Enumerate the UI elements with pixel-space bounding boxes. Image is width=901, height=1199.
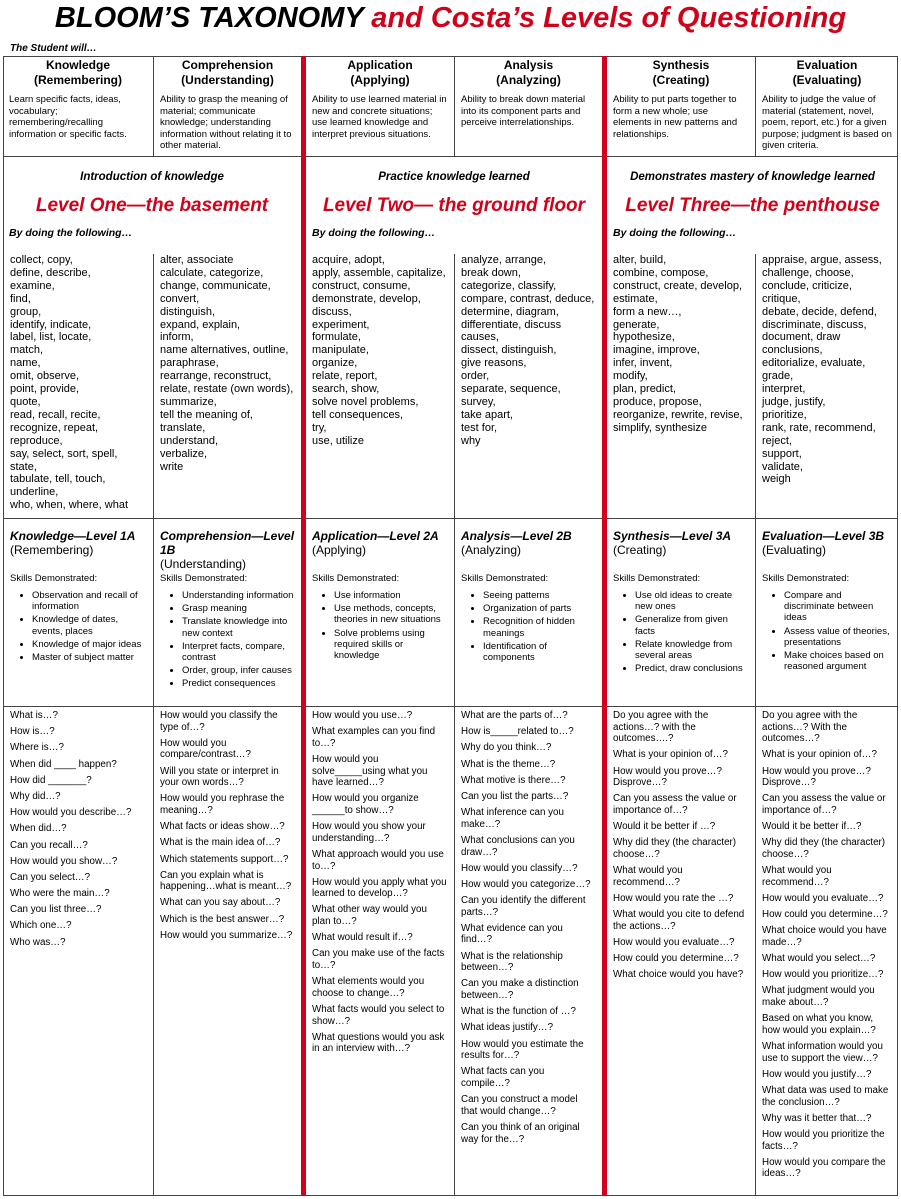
question-item: How would you prove…? Disprove…? [762,765,871,789]
skill-item: • Grasp meaning [182,603,295,614]
skill-item: • Master of subject matter [32,652,147,663]
question-item: What would you cite to defend the actions…? [613,909,745,932]
question-item: How would you classify the type of…? [160,710,278,733]
level-one-block [3,157,301,254]
question-item: What choice would you have? [613,969,744,981]
skill-item: • Organization of parts [483,603,596,614]
level-title: Level Three—the penthouse [625,195,880,216]
skill-item: • Predict, draw conclusions [635,663,749,674]
column-name: Evaluation [796,58,858,72]
skills-evaluation [756,529,898,705]
question-item: How would you categorize…? [461,878,591,890]
level-cell-subtitle: (Creating) [613,543,667,557]
question-item: Can you list the parts…? [461,790,569,802]
level-cell-subtitle: (Analyzing) [461,543,522,557]
column-name: Analysis [503,58,554,72]
skill-item: • Translate knowledge into new context [182,616,295,638]
question-item: How could you determine…? [613,953,739,965]
question-item: Can you think of an original way for the…? [461,1121,580,1145]
column-application [306,58,454,155]
skill-item: • Use information [334,590,448,601]
question-item: What can you say about…? [160,897,281,909]
question-item: Can you make use of the facts to…? [312,948,445,972]
row-divider [3,706,898,707]
questions-comprehension [154,710,301,1194]
question-item: Will you state or interpret in your own words…? [160,765,279,789]
question-item: What would you recommend…? [613,865,683,888]
level-title: Level One—the basement [35,195,269,216]
column-description: Ability to put parts together to form a new whole; use elements in new patterns and relationships. [613,94,738,140]
skills-analysis [455,529,602,705]
column-subtitle: (Understanding) [181,73,274,87]
question-item: When did ____ happen? [10,758,117,770]
question-item: Can you recall…? [10,839,88,851]
verbs-analysis: analyze, arrange, break down, categorize, classify, compare, contrast, deduce, determine, diagram, differentiate, discuss causes, dissect, distinguish, give reasons, order, separate, sequence, survey, take apart, test for, why [461,254,595,447]
skill-item: • Assess value of theories, presentations [784,626,892,648]
by-doing-label: By doing the following… [312,227,436,239]
question-item: Do you agree with the actions…? with the outcomes….? [613,710,709,745]
question-item: What facts would you select to show…? [312,1004,445,1027]
row-divider [3,518,898,519]
question-item: Can you select…? [10,871,91,883]
skills-comprehension [154,529,301,705]
question-item: What facts or ideas show…? [160,821,285,833]
level-cell-title: Comprehension—Level 1B [160,529,295,557]
by-doing-label: By doing the following… [613,227,737,239]
skill-item: • Solve problems using required skills or knowledge [334,628,448,662]
question-item: What questions would you ask in an interview with…? [312,1031,445,1055]
skills-label: Skills Demonstrated: [160,573,248,584]
skills-label: Skills Demonstrated: [312,573,400,584]
question-item: What motive is there…? [461,774,566,786]
questions-application [306,710,454,1194]
question-item: How would you rephrase the meaning…? [160,793,285,816]
question-item: What are the parts of…? [461,710,568,721]
skills-label: Skills Demonstrated: [461,573,549,584]
question-item: How would you use…? [312,710,413,721]
question-item: What information would you use to support the view…? [762,1040,883,1064]
question-item: Which statements support…? [160,853,289,865]
question-item: What other way would you plan to…? [312,904,427,928]
skill-item: • Identification of components [483,641,596,663]
question-item: What is the relationship between…? [461,950,563,974]
question-item: What approach would you use to…? [312,848,444,872]
skills-label: Skills Demonstrated: [762,573,850,584]
question-item: Can you construct a model that would change…? [461,1094,578,1117]
verbs-evaluation: appraise, argue, assess, challenge, choose, conclude, criticize, critique, debate, decide, defend, discriminate, discuss, document, draw conclusions, editorialize, evaluate, grade, interpret, judge, justify, prioritize, rank, rate, recommend, reject, support, validate, weigh [762,254,882,486]
question-item: Can you explain what is happening…what is meant…? [160,869,292,893]
skill-item: • Order, group, infer causes [182,665,295,676]
skill-item: • Compare and discriminate between ideas [784,590,892,624]
question-item: What elements would you choose to change…? [312,976,425,999]
level-title: Level Two— the ground floor [322,195,586,216]
level-cell-title: Analysis—Level 2B [461,529,572,543]
level-two-block [306,157,602,254]
column-comprehension [154,58,301,155]
question-item: How would you apply what you learned to develop…? [312,876,447,900]
skill-item: • Interpret facts, compare, contrast [182,641,295,663]
skill-item: • Knowledge of major ideas [32,639,147,650]
question-item: How would you justify…? [762,1068,872,1080]
question-item: What is your opinion of…? [762,749,877,761]
column-evaluation [756,58,898,155]
question-item: What examples can you find to…? [312,726,436,749]
skills-application [306,529,454,705]
column-name: Synthesis [652,58,710,72]
level-three-block [607,157,898,254]
skill-item: • Seeing patterns [483,590,596,601]
column-name: Comprehension [181,58,274,72]
questions-knowledge [3,710,153,1194]
level-cell-title: Knowledge—Level 1A [10,529,136,543]
column-knowledge [3,58,153,155]
page-title [0,0,901,42]
question-item: How would you compare/contrast…? [160,737,251,761]
question-item: How would you evaluate…? [613,936,735,948]
question-item: How would you solve_____using what you have learned…? [312,753,428,789]
level-cell-title: Synthesis—Level 3A [613,529,732,543]
question-item: Where is…? [10,742,64,754]
column-description: Ability to break down material into its component parts and perceive interrelationships. [461,94,586,129]
skill-item: • Knowledge of dates, events, places [32,614,147,636]
skills-list [160,590,295,690]
question-item: Based on what you know, how would you explain…? [762,1013,876,1036]
skills-list [461,590,596,663]
level-intro: Introduction of knowledge [80,171,224,183]
question-item: What is your opinion of…? [613,749,728,761]
level-cell-title: Application—Level 2A [312,529,439,543]
question-item: Do you agree with the actions…? With the outcomes…? [762,710,858,745]
skills-synthesis [607,529,755,705]
level-intro: Practice knowledge learned [378,171,530,183]
question-item: What is the function of …? [461,1006,576,1018]
question-item: How would you summarize…? [160,929,293,941]
question-item: How would you compare the ideas…? [762,1156,886,1180]
question-item: Can you list three…? [10,904,102,916]
question-item: What facts can you compile…? [461,1066,545,1089]
question-item: What would you select…? [762,953,876,965]
question-item: Can you assess the value or importance of…? [762,793,886,816]
column-subtitle: (Analyzing) [496,73,561,87]
column-subtitle: (Remembering) [33,73,122,87]
question-item: Can you assess the value or importance of…? [613,793,737,816]
question-item: How would you evaluate…? [762,892,884,904]
question-item: How did _______? [10,774,92,786]
question-item: How would you describe…? [10,807,132,819]
skill-item: • Make choices based on reasoned argument [784,650,892,672]
question-item: Which is the best answer…? [160,913,285,925]
question-item: Can you make a distinction between…? [461,978,579,1001]
level-cell-subtitle: (Understanding) [160,557,247,571]
question-item: Why was it better that…? [762,1112,872,1124]
question-item: What ideas justify…? [461,1022,554,1034]
skills-list [312,590,448,661]
skill-item: • Understanding information [182,590,295,601]
column-description: Ability to use learned material in new and concrete situations; use learned knowledge and interpret previous situations. [312,94,447,140]
skill-item: • Generalize from given facts [635,614,749,636]
skills-label: Skills Demonstrated: [613,573,701,584]
question-item: Who were the main…? [10,888,110,900]
skill-item: • Predict consequences [182,678,295,689]
skill-item: • Use old ideas to create new ones [635,590,749,612]
question-item: What is the main idea of…? [160,837,281,849]
question-item: What is…? [10,710,58,721]
skills-knowledge [3,529,153,705]
questions-analysis [455,710,602,1194]
column-subtitle: (Evaluating) [792,73,862,87]
question-item: What inference can you make…? [461,807,564,830]
question-item: What judgment would you make about…? [762,985,875,1008]
question-item: What conclusions can you draw…? [461,834,575,858]
question-item: Why did…? [10,790,61,802]
question-item: How would you show your understanding…? [312,821,426,844]
verbs-synthesis: alter, build, combine, compose, construct, create, develop, estimate, form a new…, generate, hypothesize, imagine, improve, infer, invent, modify, plan, predict, produce, propose, reorganize, rewrite, revise, simplify, synthesize [613,254,743,434]
question-item: How would you prioritize…? [762,969,884,981]
column-description: Ability to grasp the meaning of material; communicate knowledge; understanding information without relating it to other material. [160,94,292,152]
column-name: Knowledge [45,58,110,72]
question-item: What is the theme…? [461,758,556,770]
question-item: Would it be better if …? [613,821,716,833]
question-item: What would you recommend…? [762,865,832,888]
skill-item: • Relate knowledge from several areas [635,639,749,661]
question-item: Would it be better if…? [762,821,862,833]
skill-item: • Observation and recall of information [32,590,147,612]
question-item: How would you prove…? Disprove…? [613,765,722,789]
column-subtitle: (Applying) [350,73,410,87]
question-item: How is…? [10,726,55,738]
question-item: Why do you think…? [461,742,552,754]
column-description: Learn specific facts, ideas, vocabulary; remembering/recalling information or specific facts. [9,94,127,140]
skills-label: Skills Demonstrated: [10,573,98,584]
question-item: Why did they (the character) choose…? [613,837,737,860]
question-item: What evidence can you find…? [461,922,563,946]
column-subtitle: (Creating) [652,73,710,87]
question-item: How could you determine…? [762,909,888,921]
question-item: Who was…? [10,936,66,948]
student-label: The Student will… [10,43,97,54]
skills-list [613,590,749,674]
question-item: How would you show…? [10,855,118,867]
column-synthesis [607,58,755,155]
title-main: BLOOM’S TAXONOMY [54,2,364,34]
question-item: Can you identify the different parts…? [461,895,586,918]
skill-item: • Use methods, concepts, theories in new situations [334,603,448,625]
verbs-knowledge: collect, copy, define, describe, examine, find, group, identify, indicate, label, list, locate, match, name, omit, observe, point, provide, quote, read, recall, recite, recognize, repeat, reproduce, say, select, sort, spell, state, tabulate, tell, touch, underline, who, when, where, what [10,254,129,512]
verbs-application: acquire, adopt, apply, assemble, capitalize, construct, consume, demonstrate, develop, discuss, experiment, formulate, manipulate, organize, relate, report, search, show, solve novel problems, tell consequences, try, use, utilize [312,254,446,447]
question-item: How is_____related to…? [461,726,574,738]
skills-list [762,590,892,672]
level-cell-title: Evaluation—Level 3B [762,529,885,543]
question-item: When did…? [10,823,67,835]
question-item: How would you rate the …? [613,892,734,904]
question-item: How would you estimate the results for…? [461,1038,584,1062]
level-cell-subtitle: (Evaluating) [762,543,827,557]
questions-evaluation [756,710,898,1194]
question-item: What would result if…? [312,932,413,944]
level-cell-subtitle: (Applying) [312,543,367,557]
verbs-comprehension: alter, associate calculate, categorize, change, communicate, convert, distinguish, expand, explain, inform, name alternatives, outline, paraphrase, rearrange, reconstruct, relate, restate (own words), summarize, tell the meaning of, translate, understand, verbalize, write [160,254,294,473]
question-item: How would you prioritize the facts…? [762,1128,885,1152]
level-cell-subtitle: (Remembering) [10,543,94,557]
skills-list [10,590,147,663]
column-description: Ability to judge the value of material (statement, novel, poem, report, etc.) for a given purpose; judgment is based on given criteria. [762,94,892,152]
questions-synthesis [607,710,755,1194]
question-item: Why did they (the character) choose…? [762,837,886,860]
question-item: What data was used to make the conclusion…? [762,1084,889,1108]
level-intro: Demonstrates mastery of knowledge learned [630,171,875,183]
title-sub: and Costa’s Levels of Questioning [371,2,847,34]
question-item: How would you classify…? [461,862,578,874]
by-doing-label: By doing the following… [9,227,133,239]
column-analysis [455,58,602,155]
skill-item: • Recognition of hidden meanings [483,616,596,638]
column-name: Application [347,58,413,72]
question-item: What choice would you have made…? [762,925,887,948]
question-item: How would you organize ______to show…? [312,793,419,816]
question-item: Which one…? [10,920,72,932]
